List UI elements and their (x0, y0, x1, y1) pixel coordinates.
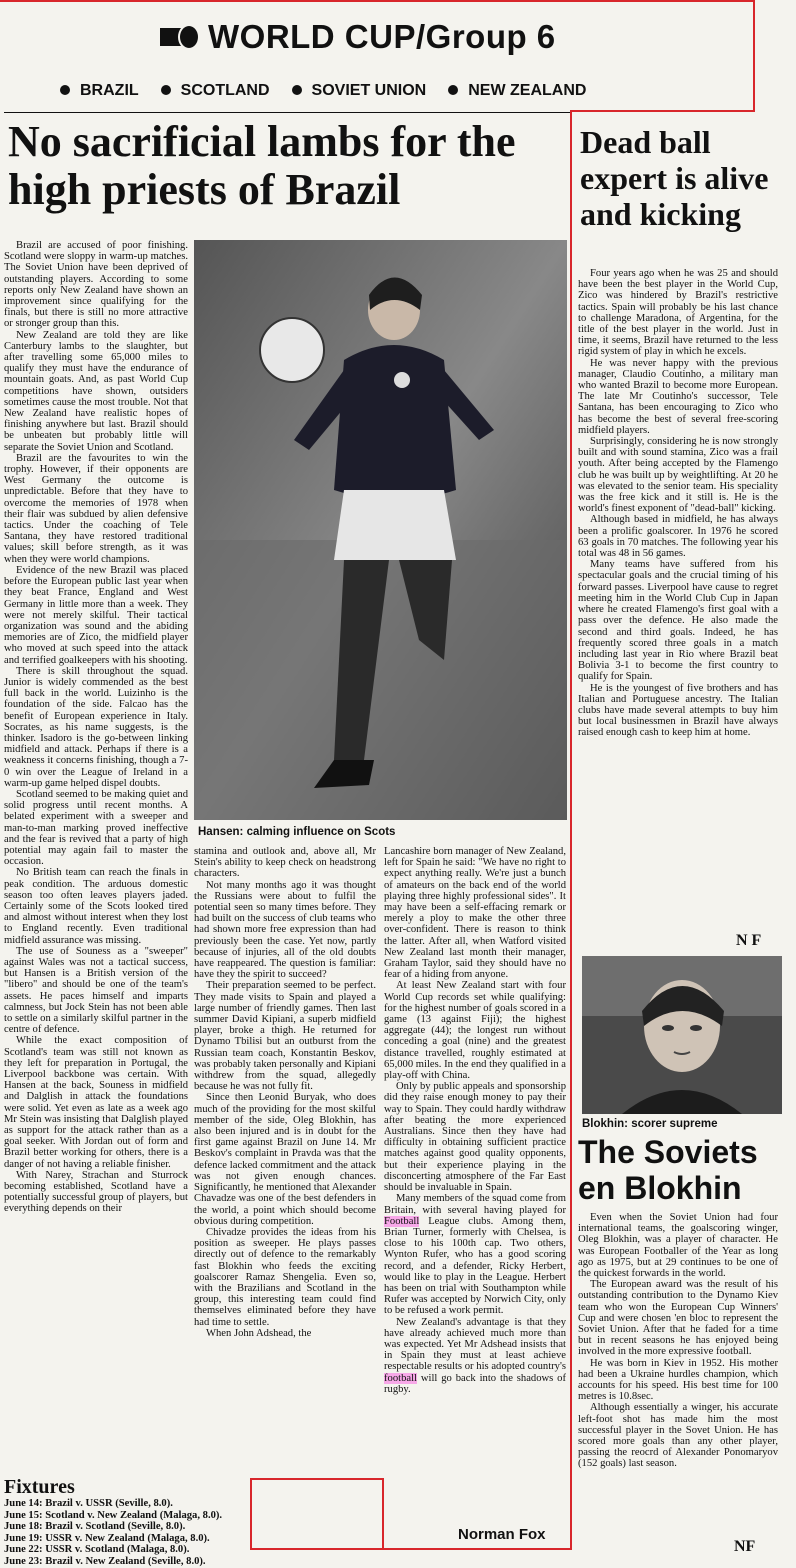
paragraph: Many members of the squad come from Britain, with several having played for Football League clubs. Among them, Brian Turner, formerly with Chelsea, is close to his 100th cap. Two others, Wynton Rufer, who has a good scoring record, and a defender, Ricky Herbert, would like to play in the League. Herbert has been on trial with Southampton while Rufer was accepted by Norwich City, only to be refused a work permit. (384, 1193, 566, 1317)
paragraph: Lancashire born manager of New Zealand, left for Spain he said: "We have no right to expect anything really. We're just a bunch of amateurs on the back end of the world playing three highly professional sides". It may have been a self-effacing remark or merely a ploy to make the other three over-confident. There is reason to think the latter. After all, when Watford visited New Zealand last month their manager, Graham Taylor, said they should have no fear of a hiding from anyone. (384, 846, 566, 981)
paragraph: He is the youngest of five brothers and has Italian and Portuguese ancestry. The Italian clubs have made several attempts to buy him but local businessmen in Brazil have always raised enough cash to keep him at home. (578, 682, 778, 739)
paragraph: Evidence of the new Brazil was placed before the European public last year when they beat France, England and West Germany in little more than a week. They were not merely skilful. Their tactical organization was sound and the abiding memories are of Zico, the midfield player who moved at such speed into the attack and terrified goalkeepers with his shooting. (4, 564, 188, 666)
paragraph: The use of Souness as a "sweeper" against Wales was not a tactical success, but Hansen is a British version of the "libero" and should be one of the team's assets. He paces himself and imparts calmness, but Jock Stein has not been able to settle on a similarly skilful partner in the centre of defence. (4, 945, 188, 1036)
main-headline: No sacrificial lambs for the high priests of Brazil (8, 117, 516, 214)
paragraph: Surprisingly, considering he is now strongly built and with sound stamina, Zico was a frail youth. After being accepted by the Flamengo club he was built up by weightlifting. At 20 he was elevated to the senior team. His speciality was the free kick and it still is. He is the world's finest exponent of "dead-ball" kicking. (578, 436, 778, 515)
paragraph: stamina and outlook and, above all, Mr Stein's ability to keep check on headstrong characters. (194, 846, 376, 880)
team-item: BRAZIL (60, 82, 139, 100)
football-logo-icon (160, 24, 200, 50)
paragraph: At least New Zealand start with four World Cup records set while qualifying: for the highest number of goals scored in a game (13 against Fiji); the highest aggregate (44); the longest run without conceding a goal (nine) and the greatest distance travelled, roughly estimated at 65,000 miles. In the end they qualified in a play-off with China. (384, 980, 566, 1082)
fixture-item: June 14: Brazil v. USSR (Seville, 8.0). (4, 1498, 173, 1509)
team-item: SOVIET UNION (292, 82, 427, 100)
fixture-item: June 22: USSR v. Scotland (Malaga, 8.0). (4, 1544, 190, 1556)
bullet-icon (448, 85, 458, 95)
paragraph: He was never happy with the previous manager, Claudio Coutinho, a military man who wanted Brazil to become more European. The late Mr Coutinho's successor, Tele Santana, has been encouraging to Zico who has become the best of several free-scoring midfield players. (578, 357, 778, 436)
sidebar-column (578, 268, 778, 924)
paragraph: When John Adshead, the (206, 1327, 312, 1339)
paragraph: Brazil are the favourites to win the trophy. However, if their opponents are West Germany the outcome is unpredictable. Before that they have to overcome the memories of 1978 when their flair was subdued by alien defensive tactics. Under the coaching of Tele Santana, they have restored traditional values; skill before strength, as it was when they were world champions. (4, 452, 188, 565)
article-column-3 (384, 846, 566, 1522)
banner-title: WORLD CUP/Group 6 (208, 18, 556, 55)
fixture-item: June 15: Scotland v. New Zealand (Malaga, 8.0). (4, 1509, 223, 1521)
paragraph: New Zealand are told they are like Canterbury lambs to the slaughter, but after travelling some 65,000 miles to qualify they must have the endurance of mountain goats. And, as past World Cup competitions have shown, outsiders sometimes cause the most trouble. Not that New Zealand have realistic hopes of finishing anywhere but last. Brazil should be unbeaten but probably little will separate the Soviet Union and Scotland. (4, 329, 188, 453)
fixtures-title: Fixtures (4, 1476, 75, 1498)
group-teams (60, 78, 700, 104)
red-frame-top (0, 0, 754, 2)
banner-rule (4, 112, 570, 113)
paragraph: Even when the Soviet Union had four international teams, the goalscoring winger, Oleg Blokhin, was a player of character. He was European Footballer of the Year as long ago as 1975, but at 29 continues to be one of the quickest forwards in the world. (578, 1212, 778, 1280)
red-frame-bottom (250, 1548, 572, 1550)
paragraph: There is skill throughout the squad. Junior is widely commended as the best full back in the world. Luizinho is the foundation of the side. Falcao has the benefit of European experience in Italy. Socrates, as his name suggests, is the thinker. Isadoro is the go-between linking midfield and attack. Perhaps if there is a weakness it concerns finishing, though a 7-0 win over the League of Ireland in a warm-up game helped dispel doubts. (4, 665, 188, 789)
sidebar-signature: N F (736, 932, 762, 949)
article-column-1 (4, 240, 188, 1474)
sidebar-column-2 (578, 1212, 778, 1538)
red-frame-banner-right (753, 0, 755, 112)
sidebar-headline-2: The Soviets en Blokhin (578, 1134, 758, 1206)
red-frame-sidebar-left (570, 110, 572, 1550)
paragraph: With Narey, Strachan and Sturrock becoming established, Scotland have a potentially successful group of players, but everything depends on their (4, 1169, 188, 1215)
red-frame-inner (250, 1478, 384, 1480)
section-banner (160, 14, 620, 60)
highlighted-word: football (384, 1372, 417, 1384)
fixture-item: June 18: Brazil v. Scotland (Seville, 8.0). (4, 1521, 186, 1533)
fixture-item: June 23: Brazil v. New Zealand (Seville, 8.0). (4, 1555, 206, 1567)
article-column-2 (194, 846, 376, 1476)
paragraph: The European award was the result of his outstanding contribution to the Dynamo Kiev team who won the European Cup Winners' Cup and were chosen 'en bloc to represent the Soviet Union. After that he faded for a time but in recent seasons he has enjoyed being involved in the more expressive football. (578, 1279, 778, 1358)
blokhin-photo-image (582, 956, 782, 1114)
paragraph: New Zealand's advantage is that they have already achieved much more than was expected. Yet Mr Adshead insists that in Spain they must at least achieve respectable results or his adopted country's football will go back into the shadows of rugby. (384, 1316, 566, 1395)
highlighted-word: Football (384, 1215, 420, 1227)
paragraph: Their preparation seemed to be perfect. They made visits to Spain and played a large number of friendly games. Then last summer David Kipiani, a superb midfield player, broke a thigh. He returned for Dynamo Tbilisi but an outburst from the Russian team coach, Konstantin Beskov, was probably taken personally and Kipiani withdrew from the squad, allegedly because he was not fully fit. (194, 980, 376, 1093)
paragraph: He was born in Kiev in 1952. His mother had been a Ukraine hurdles champion, which accounts for his speed. His best time for 100 metres is 10.8sec. (578, 1357, 778, 1403)
byline: Norman Fox (458, 1526, 546, 1543)
blokhin-photo (582, 956, 782, 1114)
fixtures-list (4, 1498, 264, 1568)
paragraph: Four years ago when he was 25 and should have been the best player in the World Cup, Zico was hindered by Brazil's restrictive tactics. Spain will probably be his last chance to challenge Maradona, of Argentina, for the title of the best player in the world. Just in time, it seems, Brazil have returned to the less rigid system of play in which he excels. (578, 268, 778, 358)
paragraph: Only by public appeals and sponsorship did they raise enough money to pay their way to Spain. They could hardly withdraw after beating the more experienced Australians. Since then they have had difficulty in obtaining sufficient practice matches against good quality opponents, but their experience playing in the disconcerting atmosphere of the Far East should be invaluable in Spain. (384, 1081, 566, 1194)
hansen-photo-image (194, 240, 567, 820)
bullet-icon (161, 85, 171, 95)
bullet-icon (60, 85, 70, 95)
sidebar-headline: Dead ball expert is alive and kicking (580, 124, 769, 232)
paragraph: Chivadze provides the ideas from his position as sweeper. He plays passes directly out of defence to the remarkably fast Blokhin who feeds the exciting goalscorer Ramaz Shengelia. Even so, with the Brazilians and Scotland in the group, this interesting team could find themselves eliminated before they have had time to settle. (194, 1226, 376, 1328)
paragraph: Although essentially a winger, his accurate left-foot shot has made him the most successful player in the Sovet Union. He has scored more goals than any other player, passing the reocrd of Alexander Ponomaryov (152 goals) last season. (578, 1402, 778, 1470)
hansen-photo-caption: Hansen: calming influence on Scots (198, 826, 396, 838)
blokhin-photo-caption: Blokhin: scorer supreme (582, 1118, 718, 1130)
paragraph: Since then Leonid Buryak, who does much of the providing for the most skilful member of the side, Oleg Blokhin, has also been injured and is in doubt for the first game against Brazil on June 14. Mr Beskov's complaint in Pravda was that the defence lacked commitment and the attack was not given enough chances. Significantly, he mentioned that Alexander Chavadze was one of the best defenders in the world, a point which should become obvious during competition. (194, 1092, 376, 1227)
fixture-item: June 19: USSR v. New Zealand (Malaga, 8.0). (4, 1532, 210, 1544)
paragraph: No British team can reach the finals in peak condition. The arduous domestic season too often leaves players jaded. Certainly some of the Scots looked tired and almost without interest when they lost to England recently. Even traditional midfield assurance was missing. (4, 867, 188, 946)
paragraph: Not many months ago it was thought the Russians were about to fulfil the potential seen so many times before. They had built on the success of club teams who had shown more free expression than had previously been the case. Yet now, partly because of injuries, all of the old doubts have reappeared. The question is familiar: have they the spirit to succeed? (194, 879, 376, 981)
sidebar-signature-2: NF (734, 1538, 756, 1555)
team-item: SCOTLAND (161, 82, 270, 100)
team-item: NEW ZEALAND (448, 82, 586, 100)
paragraph: Scotland seemed to be making quiet and solid progress until recent months. A belated experiment with a sweeper and man-to-man marking proved ineffective and the fear is revived that a party of high potential may again fail to master the occasion. (4, 788, 188, 868)
bullet-icon (292, 85, 302, 95)
red-frame-banner-bottom (570, 110, 755, 112)
paragraph: Many teams have suffered from his spectacular goals and the crucial timing of his forward passes. Liverpool have cause to regret meeting him in the World Club Cup in Japan where he created Flamengo's first goal with a pass over the defence. He also made the second and third goals. Indeed, he has frequently scored three goals in a match including last year in Rio where Brazil beat Bolivia 3-1 to become the first country to qualify for Spain. (578, 559, 778, 683)
paragraph: Although based in midfield, he has always been a prolific goalscorer. In 1976 he scored 63 goals in 70 matches. The following year his total was 48 in 56 games. (578, 514, 778, 560)
paragraph: While the exact composition of Scotland's team was still not known as they left for preparation in Portugal, the Liverpool backbone was certain. With Hansen at the back, Souness in midfield and Dalglish in attack the foundations were solid. Yet even as late as a week ago Mr Stein was insisting that Dalglish played as support for the attack rather than as a goal seeker. With Jordan out of form and Brazil better working for others, there is a danger of not having a reliable finisher. (4, 1035, 188, 1170)
hansen-photo (194, 240, 567, 820)
paragraph: Brazil are accused of poor finishing. Scotland were sloppy in warm-up matches. The Soviet Union have been deprived of outstanding players. According to some reports only New Zealand have shown an improvement since qualifying for the finals, but there is still no more attractive or stronger group than this. (4, 240, 188, 330)
